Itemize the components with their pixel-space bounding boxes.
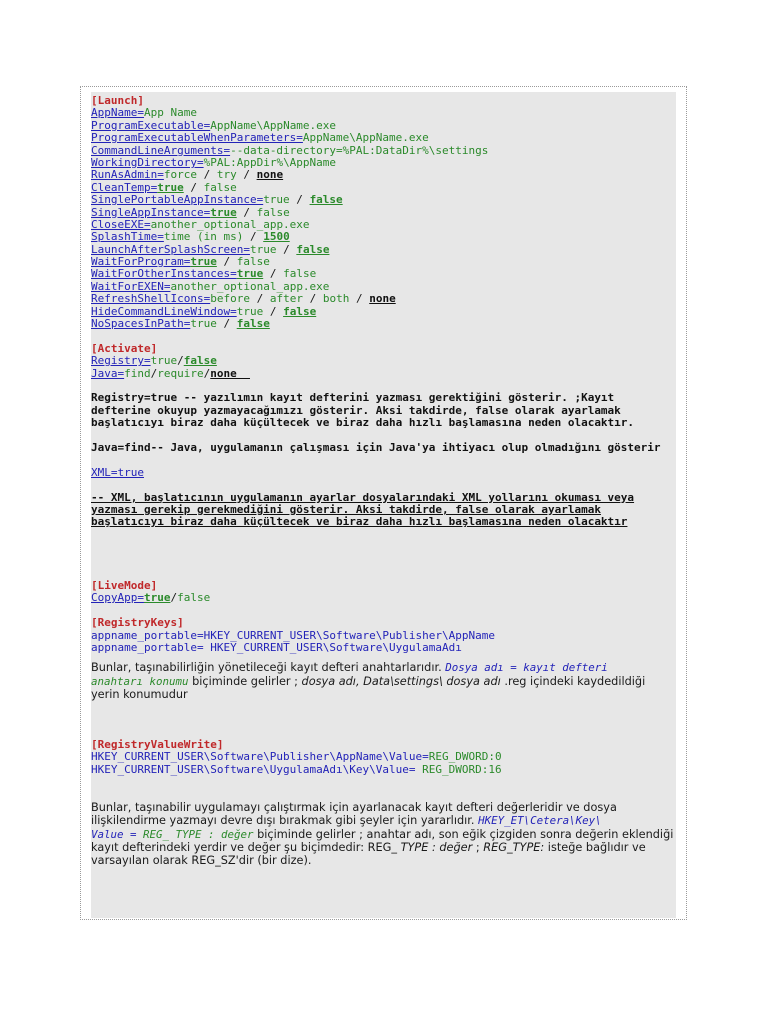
config-line-programexecutable: ProgramExecutable=AppName\AppName.exe: [91, 118, 337, 132]
config-line-nospacesinpath: NoSpacesInPath=true / false: [91, 317, 270, 331]
config-line-singleappinstance: SingleAppInstance=true / false: [91, 205, 290, 219]
config-line-launchaftersplashscreen: LaunchAfterSplashScreen=true / false: [91, 242, 330, 256]
config-line-commandlinearguments: CommandLineArguments=--data-directory=%PAL:DataDir%\settings: [91, 143, 489, 157]
config-line-singleportableappinstance: SinglePortableAppInstance=true / false: [91, 193, 343, 207]
registrykeys-description: Bunlar, taşınabilirliğin yönetileceği kayıt defteri anahtarlarıdır. Dosya adı = kayıt defteri anahtarı konumu biçiminde gelirler ; dosya adı, Data\settings\ dosya adı .reg içindeki kaydedildiği yerin konumudur: [91, 661, 646, 702]
config-line-appname: AppName=App Name: [91, 106, 197, 120]
config-line-waitforexen: WaitForEXEN=another_optional_app.exe: [91, 279, 330, 293]
config-line-closeexe: CloseEXE=another_optional_app.exe: [91, 217, 310, 231]
config-line-registry: Registry=true/false: [91, 354, 217, 368]
document-body: [91, 95, 675, 868]
sheet-edge: [676, 108, 686, 918]
config-line-workingdirectory: WorkingDirectory=%PAL:AppDir%\AppName: [91, 155, 337, 169]
registry-description: Registry=true -- yazılımın kayıt defterini yazması gerektiğini gösterir. ;Kayıt defterine okuyup yazmayacağımızı gösterir. Aksi takdirde, false olarak ayarlamak başlatıcıyı biraz daha küçültecek ve biraz daha hızlı başlamasına neden olacaktır.: [91, 391, 635, 430]
registrykey-line-1: appname_portable=HKEY_CURRENT_USER\Software\Publisher\AppName: [91, 628, 495, 642]
xml-description: -- XML, başlatıcının uygulamanın ayarlar dosyalarındaki XML yollarını okuması veya yazması gerekip gerekmediğini gösterir. Aksi takdirde, false olarak ayarlamak başlatıcıyı biraz daha küçültecek ve biraz daha hızlı başlamasına neden olacaktır: [91, 490, 635, 529]
config-line-splashtime: SplashTime=time (in ms) / 1500: [91, 230, 290, 244]
registryvaluewrite-description: Bunlar, taşınabilir uygulamayı çalıştırmak için ayarlanacak kayıt defteri değerleridir ve dosya ilişkilendirme yazmayı devre dışı bırakmak gibi şeyler için yararlıdır. HKEY_ET\Cetera\Key\ Value = REG_ TYPE : değer biçiminde gelirler ; anahtar adı, son eğik çizgiden sonra değerin eklendiği kayıt defterindeki yerdir ve değer şu biçimdedir: REG_ TYPE : değer ; REG_TYPE: isteğe bağlıdır ve varsayılan olarak REG_SZ'dir (bir dize).: [91, 800, 674, 868]
section-registryvaluewrite-header: [RegistryValueWrite]: [91, 737, 224, 751]
config-line-waitforprogram: WaitForProgram=true / false: [91, 255, 270, 269]
section-activate-header: [Activate]: [91, 341, 158, 355]
config-line-java: Java=find/require/none: [91, 366, 250, 380]
config-line-cleantemp: CleanTemp=true / false: [91, 180, 237, 194]
registrykey-line-2: appname_portable= HKEY_CURRENT_USER\Software\UygulamaAdı: [91, 640, 462, 654]
xml-link[interactable]: XML=true: [91, 465, 144, 479]
config-line-copyapp: CopyApp=true/false: [91, 591, 211, 605]
config-line-hidecommandlinewindow: HideCommandLineWindow=true / false: [91, 304, 317, 318]
config-line-waitforotherinstances: WaitForOtherInstances=true / false: [91, 267, 317, 281]
section-registrykeys-header: [RegistryKeys]: [91, 616, 184, 630]
registryvalue-line-1: HKEY_CURRENT_USER\Software\Publisher\AppName\Value=REG_DWORD:0: [91, 750, 502, 764]
config-line-refreshshellicons: RefreshShellIcons=before / after / both / none: [91, 292, 396, 306]
registryvalue-line-2: HKEY_CURRENT_USER\Software\UygulamaAdı\Key\Value= REG_DWORD:16: [91, 762, 502, 776]
config-line-programexecutablewhenparameters: ProgramExecutableWhenParameters=AppName\AppName.exe: [91, 131, 429, 145]
section-launch-header: [Launch]: [91, 94, 144, 107]
config-line-runasadmin: RunAsAdmin=force / try / none: [91, 168, 284, 182]
java-description: Java=find-- Java, uygulamanın çalışması için Java'ya ihtiyacı olup olmadığını gösterir: [91, 440, 661, 454]
section-livemode-header: [LiveMode]: [91, 578, 158, 592]
